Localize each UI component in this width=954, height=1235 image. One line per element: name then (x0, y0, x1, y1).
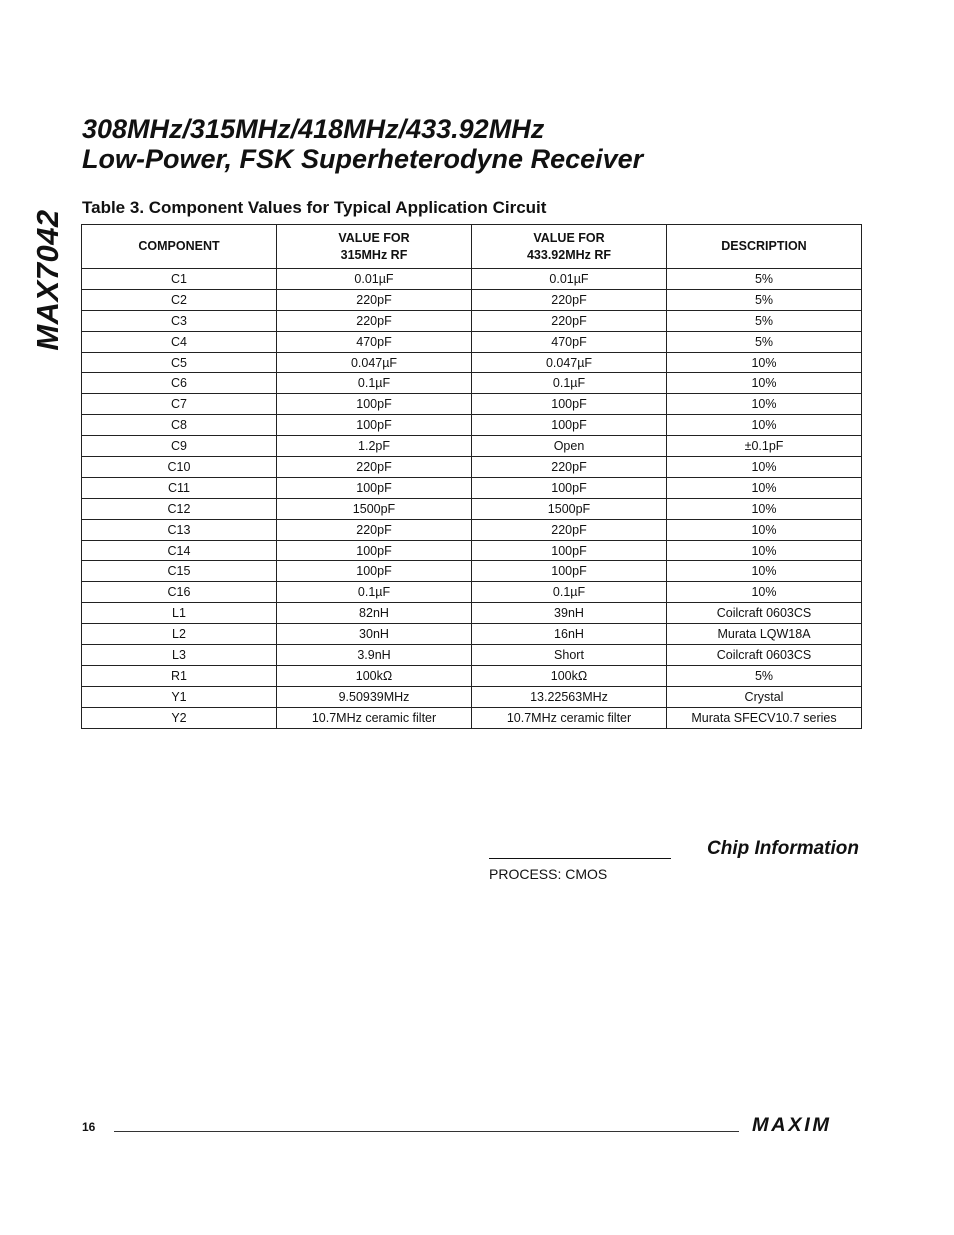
table-cell: C13 (82, 519, 277, 540)
table-cell: 100pF (472, 415, 667, 436)
table-cell: 220pF (277, 519, 472, 540)
table-cell: 100pF (472, 477, 667, 498)
maxim-logo (752, 1117, 860, 1135)
table-header (82, 225, 862, 269)
table-row (82, 561, 862, 582)
column-header-text: COMPONENT (138, 239, 220, 253)
table-cell: Coilcraft 0603CS (667, 645, 862, 666)
table-row (82, 331, 862, 352)
table-cell: R1 (82, 665, 277, 686)
table-cell: 100pF (277, 415, 472, 436)
table-cell: C15 (82, 561, 277, 582)
heading-rule (489, 858, 671, 859)
table-cell: 10% (667, 415, 862, 436)
table-cell: 220pF (277, 457, 472, 478)
table-row (82, 394, 862, 415)
table-cell: 220pF (472, 289, 667, 310)
table-row (82, 707, 862, 728)
table-title: Table 3. Component Values for Typical Application Circuit (82, 198, 547, 217)
table-cell: 16nH (472, 624, 667, 645)
table-row (82, 519, 862, 540)
column-header-text: 433.92MHz RF (526, 247, 612, 262)
table-cell: 10% (667, 498, 862, 519)
table-cell: L3 (82, 645, 277, 666)
table-cell: 100kΩ (472, 665, 667, 686)
table-cell: C3 (82, 310, 277, 331)
table-cell: 10.7MHz ceramic filter (277, 707, 472, 728)
table-cell: 5% (667, 665, 862, 686)
page-number: 16 (82, 1120, 96, 1134)
table-cell: 100pF (472, 540, 667, 561)
table-cell: Y2 (82, 707, 277, 728)
table-cell: 1.2pF (277, 436, 472, 457)
table-cell: L1 (82, 603, 277, 624)
chip-information-heading (489, 838, 861, 862)
chip-information-title: Chip Information (707, 838, 859, 859)
table-cell: 220pF (472, 310, 667, 331)
table-header-row (82, 225, 862, 269)
table-cell: C2 (82, 289, 277, 310)
column-header-text: DESCRIPTION (721, 239, 807, 253)
table-row (82, 624, 862, 645)
table-row (82, 436, 862, 457)
table-cell: Open (472, 436, 667, 457)
table-cell: 5% (667, 331, 862, 352)
table-cell: 220pF (277, 289, 472, 310)
table-cell: Coilcraft 0603CS (667, 603, 862, 624)
table-cell: 220pF (472, 457, 667, 478)
table-cell: C9 (82, 436, 277, 457)
table-row (82, 686, 862, 707)
footer-rule (114, 1131, 739, 1132)
table-cell: 0.1µF (472, 582, 667, 603)
table-row (82, 603, 862, 624)
table-cell: 10% (667, 457, 862, 478)
table-cell: 0.01µF (277, 269, 472, 290)
table-cell: 0.1µF (472, 373, 667, 394)
table-cell: 10% (667, 394, 862, 415)
table-cell: 9.50939MHz (277, 686, 472, 707)
table-cell: 30nH (277, 624, 472, 645)
table-cell: 0.01µF (472, 269, 667, 290)
component-values-table (81, 224, 862, 729)
table-cell: 220pF (277, 310, 472, 331)
table-cell: C6 (82, 373, 277, 394)
table-cell: 470pF (277, 331, 472, 352)
table-row (82, 540, 862, 561)
side-part-number-text: MAX7042 (30, 209, 65, 351)
table-cell: 100kΩ (277, 665, 472, 686)
document-title-line-2: Low-Power, FSK Superheterodyne Receiver (82, 144, 644, 174)
table-cell: 0.1µF (277, 373, 472, 394)
column-header-2 (472, 225, 667, 269)
table-cell: C8 (82, 415, 277, 436)
table-cell: 100pF (472, 561, 667, 582)
table-cell: 10% (667, 561, 862, 582)
table-cell: L2 (82, 624, 277, 645)
table-cell: C14 (82, 540, 277, 561)
maxim-logo-text: MAXIM (752, 1115, 832, 1136)
table-row (82, 269, 862, 290)
table-cell: ±0.1pF (667, 436, 862, 457)
table-cell: C4 (82, 331, 277, 352)
table-cell: 100pF (277, 540, 472, 561)
table-cell: 5% (667, 310, 862, 331)
table-cell: 100pF (277, 477, 472, 498)
document-title-line-1: 308MHz/315MHz/418MHz/433.92MHz (82, 114, 545, 144)
table-cell: 5% (667, 289, 862, 310)
table-row (82, 310, 862, 331)
process-text: PROCESS: CMOS (489, 866, 608, 882)
table-cell: C7 (82, 394, 277, 415)
table-cell: 0.047µF (277, 352, 472, 373)
table-cell: 470pF (472, 331, 667, 352)
table-cell: 10% (667, 352, 862, 373)
table-row (82, 373, 862, 394)
column-header-1 (277, 225, 472, 269)
table-cell: 1500pF (277, 498, 472, 519)
column-header-text: VALUE FOR (533, 230, 605, 245)
table-body (82, 269, 862, 729)
table-row (82, 582, 862, 603)
table-cell: 100pF (277, 394, 472, 415)
table-cell: 5% (667, 269, 862, 290)
table-cell: 100pF (472, 394, 667, 415)
table-cell: C5 (82, 352, 277, 373)
table-cell: C12 (82, 498, 277, 519)
chip-information-section (489, 838, 861, 882)
table-cell: Y1 (82, 686, 277, 707)
table-row (82, 289, 862, 310)
table-cell: 82nH (277, 603, 472, 624)
table-cell: 10% (667, 582, 862, 603)
table-cell: 10.7MHz ceramic filter (472, 707, 667, 728)
table-row (82, 352, 862, 373)
table-cell: Murata SFECV10.7 series (667, 707, 862, 728)
table-row (82, 665, 862, 686)
table-cell: 10% (667, 477, 862, 498)
table-cell: C10 (82, 457, 277, 478)
table-cell: Murata LQW18A (667, 624, 862, 645)
document-title (82, 114, 643, 174)
table-cell: Crystal (667, 686, 862, 707)
column-header-text: 315MHz RF (340, 247, 408, 262)
table-cell: C11 (82, 477, 277, 498)
column-header-3 (667, 225, 862, 269)
table-cell: 0.047µF (472, 352, 667, 373)
table-row (82, 457, 862, 478)
table-cell: Short (472, 645, 667, 666)
table-cell: 13.22563MHz (472, 686, 667, 707)
table-cell: 10% (667, 519, 862, 540)
table-row (82, 477, 862, 498)
table-row (82, 645, 862, 666)
table-cell: C16 (82, 582, 277, 603)
table-cell: 220pF (472, 519, 667, 540)
table-row (82, 498, 862, 519)
table-cell: 10% (667, 373, 862, 394)
side-part-number (26, 200, 70, 360)
table-cell: 10% (667, 540, 862, 561)
column-header-text: VALUE FOR (338, 230, 410, 245)
column-header-0 (82, 225, 277, 269)
table-cell: 39nH (472, 603, 667, 624)
table-cell: C1 (82, 269, 277, 290)
table-cell: 0.1µF (277, 582, 472, 603)
table-row (82, 415, 862, 436)
table-cell: 3.9nH (277, 645, 472, 666)
table-cell: 1500pF (472, 498, 667, 519)
table-cell: 100pF (277, 561, 472, 582)
